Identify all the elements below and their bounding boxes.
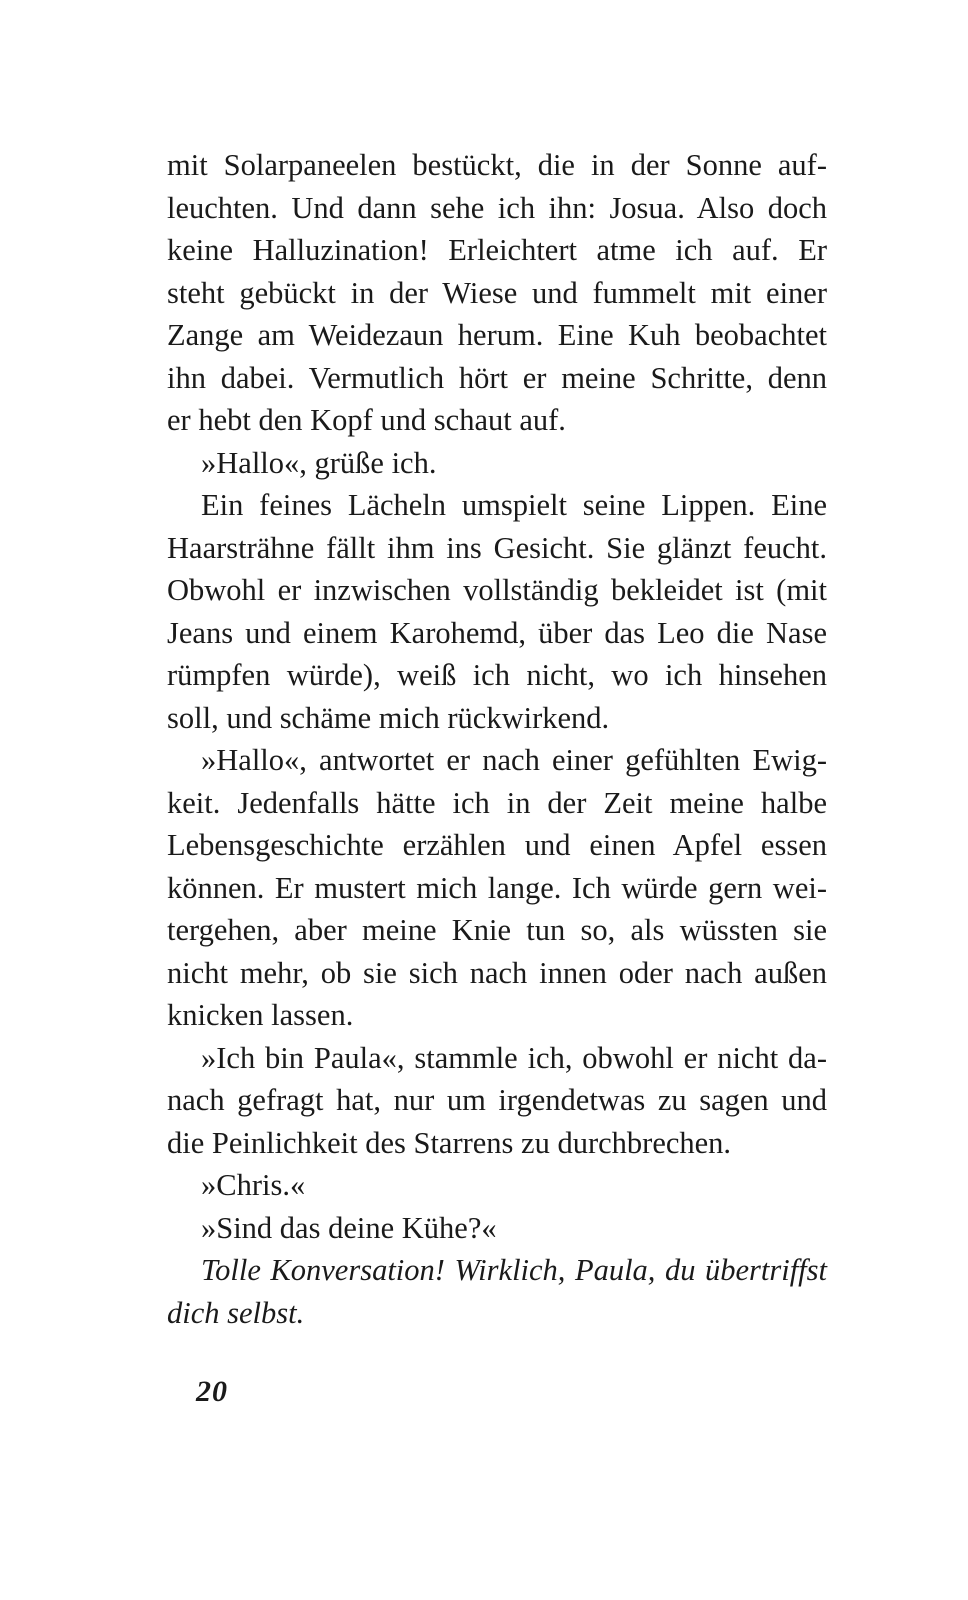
text-line: die Peinlichkeit des Starrens zu durchbrechen. (167, 1125, 732, 1160)
text-line: »Hallo«, grüße ich. (201, 445, 437, 480)
text-line: Jeans und einem Karohemd, über das Leo die Nase (167, 615, 827, 650)
text-line: »Chris.« (201, 1168, 306, 1202)
text-line: Haarsträhne fällt ihm ins Gesicht. Sie glänzt feucht. (167, 530, 827, 565)
text-line: steht gebückt in der Wiese und fummelt mit einer (167, 275, 827, 310)
text-line: nicht mehr, ob sie sich nach innen oder nach außen (167, 955, 827, 990)
text-line: er hebt den Kopf und schaut auf. (167, 403, 566, 437)
text-line: rümpfen würde), weiß ich nicht, wo ich hinsehen (167, 658, 827, 692)
text-line: ihn dabei. Vermutlich hört er meine Schritte, denn (167, 360, 827, 395)
text-line: »Sind das deine Kühe?« (201, 1210, 497, 1245)
text-line: nach gefragt hat, nur um irgendetwas zu sagen und (167, 1083, 827, 1117)
text-line: keine Halluzination! Erleichtert atme ich auf. Er (167, 233, 827, 267)
text-line: Obwohl er inzwischen vollständig bekleidet ist (mit (167, 573, 827, 607)
text-line: Zange am Weidezaun herum. Eine Kuh beobachtet (167, 318, 827, 352)
text-line: »Hallo«, antwortet er nach einer gefühlten Ewig- (201, 743, 827, 777)
text-line: Ein feines Lächeln umspielt seine Lippen. Eine (201, 488, 827, 522)
text-line: knicken lassen. (167, 998, 354, 1032)
text-line: soll, und schäme mich rückwirkend. (167, 700, 610, 735)
text-line-italic: Tolle Konversation! Wirklich, Paula, du übertriffst (201, 1253, 827, 1287)
text-line: Lebensgeschichte erzählen und einen Apfel essen (167, 828, 827, 862)
body-text (167, 144, 827, 1334)
page-number: 20 (196, 1375, 228, 1408)
text-line: keit. Jedenfalls hätte ich in der Zeit meine halbe (167, 785, 827, 820)
text-line: mit Solarpaneelen bestückt, die in der Sonne auf- (167, 148, 827, 182)
text-line: können. Er mustert mich lange. Ich würde gern wei- (167, 870, 827, 905)
text-line: tergehen, aber meine Knie tun so, als wüssten sie (167, 913, 827, 947)
text-line: »Ich bin Paula«, stammle ich, obwohl er nicht da- (201, 1040, 827, 1075)
text-line: leuchten. Und dann sehe ich ihn: Josua. Also doch (167, 190, 827, 225)
text-line-italic: dich selbst. (167, 1295, 305, 1330)
